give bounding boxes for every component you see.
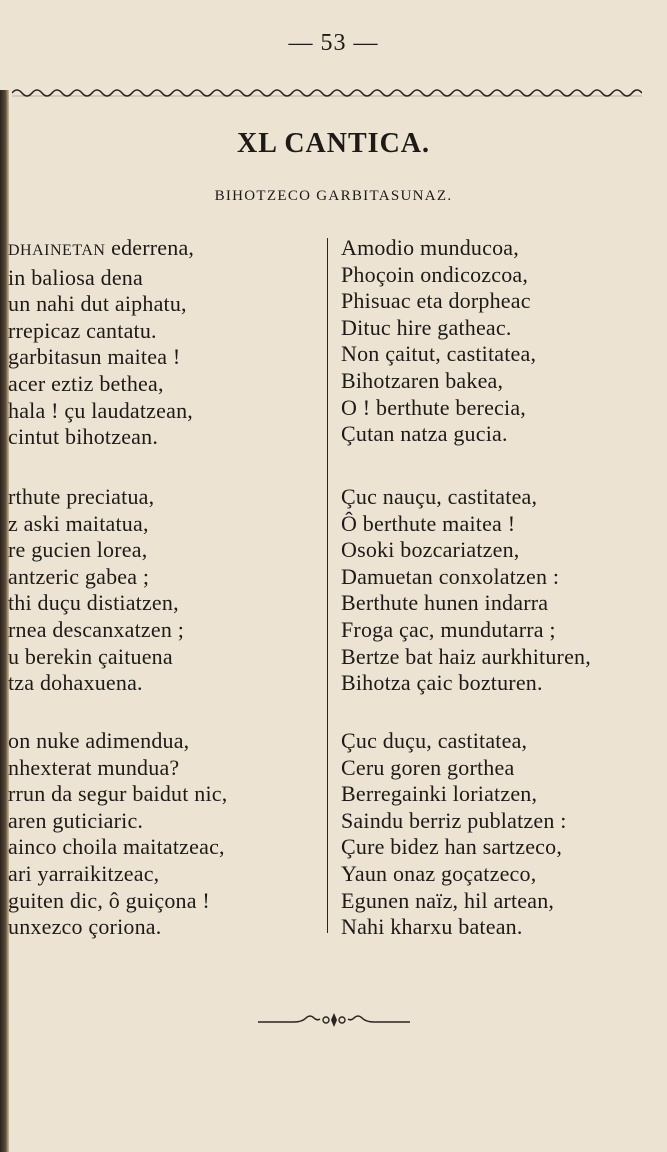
verse-line: cintut bihotzean. (8, 424, 159, 450)
left-stanza-1 (8, 235, 194, 451)
verse-line: Egunen naïz, hil artean, (341, 887, 555, 913)
decorative-wavy-rule (12, 84, 642, 102)
verse-line: Ô berthute maitea ! (341, 510, 516, 536)
verse-line: Saindu berriz publatzen : (341, 807, 567, 833)
left-stanza-3 (8, 728, 227, 941)
verse-line: hala ! çu laudatzean, (8, 397, 193, 423)
verse-line: DHAINETAN ederrena, (8, 235, 195, 260)
verse-line: Osoki bozcariatzen, (341, 537, 520, 563)
verse-line: Yaun onaz goçatzeco, (341, 860, 537, 886)
right-stanza-3 (341, 728, 567, 941)
verse-line: Çutan natza gucia. (341, 421, 508, 447)
verse-line: nhexterat mundua? (8, 754, 180, 780)
verse-line: Bihotzaren bakea, (341, 367, 504, 393)
column-divider (327, 238, 328, 933)
verse-line: Çure bidez han sartzeco, (341, 834, 563, 860)
left-stanza-2 (8, 484, 184, 697)
verse-line: Non çaitut, castitatea, (341, 341, 537, 367)
verse-line: Phoçoin ondicozcoa, (341, 261, 529, 287)
chapter-title: XL CANTICA. (236, 128, 431, 159)
verse-line: aren guticiaric. (8, 807, 144, 833)
verse-line: Bihotza çaic bozturen. (341, 670, 543, 696)
verse-line: Damuetan conxolatzen : (341, 563, 560, 589)
page-number: — 53 — (288, 30, 379, 56)
verse-line: Çuc duçu, castitatea, (341, 728, 528, 753)
verse-line: Çuc nauçu, castitatea, (341, 484, 538, 509)
verse-line: in baliosa dena (8, 264, 143, 290)
verse-line: guiten dic, ô guiçona ! (8, 887, 210, 913)
verse-line: un nahi dut aiphatu, (8, 291, 187, 317)
verse-line: Berregainki loriatzen, (341, 781, 538, 807)
verse-line: ainco choila maitatzeac, (8, 834, 225, 860)
verse-line: O ! berthute berecia, (341, 394, 526, 420)
verse-line: ari yarraikitzeac, (8, 860, 160, 886)
verse-line: Bertze bat haiz aurkhituren, (341, 643, 591, 669)
verse-line: tza dohaxuena. (8, 670, 143, 696)
verse-line: on nuke adimendua, (8, 728, 190, 753)
end-ornament-icon (254, 1010, 414, 1030)
verse-line: acer eztiz bethea, (8, 370, 164, 396)
verse-line: re gucien lorea, (8, 537, 148, 563)
verse-line: rnea descanxatzen ; (8, 616, 185, 642)
verse-line: antzeric gabea ; (8, 563, 150, 589)
right-stanza-1 (341, 235, 536, 448)
verse-line: rrepicaz cantatu. (8, 317, 157, 343)
right-stanza-2 (341, 484, 591, 697)
verse-line: Berthute hunen indarra (341, 590, 549, 616)
verse-line: rrun da segur baidut nic, (8, 781, 228, 807)
verse-line: Amodio munducoa, (341, 235, 519, 260)
verse-line: garbitasun maitea ! (8, 344, 181, 370)
verse-line: Nahi kharxu batean. (341, 914, 523, 940)
verse-line: Phisuac eta dorpheac (341, 288, 531, 314)
chapter-subtitle: BIHOTZECO GARBITASUNAZ. (214, 188, 453, 204)
verse-line: unxezco çoriona. (8, 914, 162, 940)
verse-line: thi duçu distiatzen, (8, 590, 179, 616)
verse-line: u berekin çaituena (8, 643, 173, 669)
verse-line: z aski maitatua, (8, 510, 149, 536)
verse-line: Froga çac, mundutarra ; (341, 616, 556, 642)
verse-line: rthute preciatua, (8, 484, 155, 509)
verse-line: Ceru goren gorthea (341, 754, 515, 780)
verse-line: Dituc hire gatheac. (341, 314, 512, 340)
